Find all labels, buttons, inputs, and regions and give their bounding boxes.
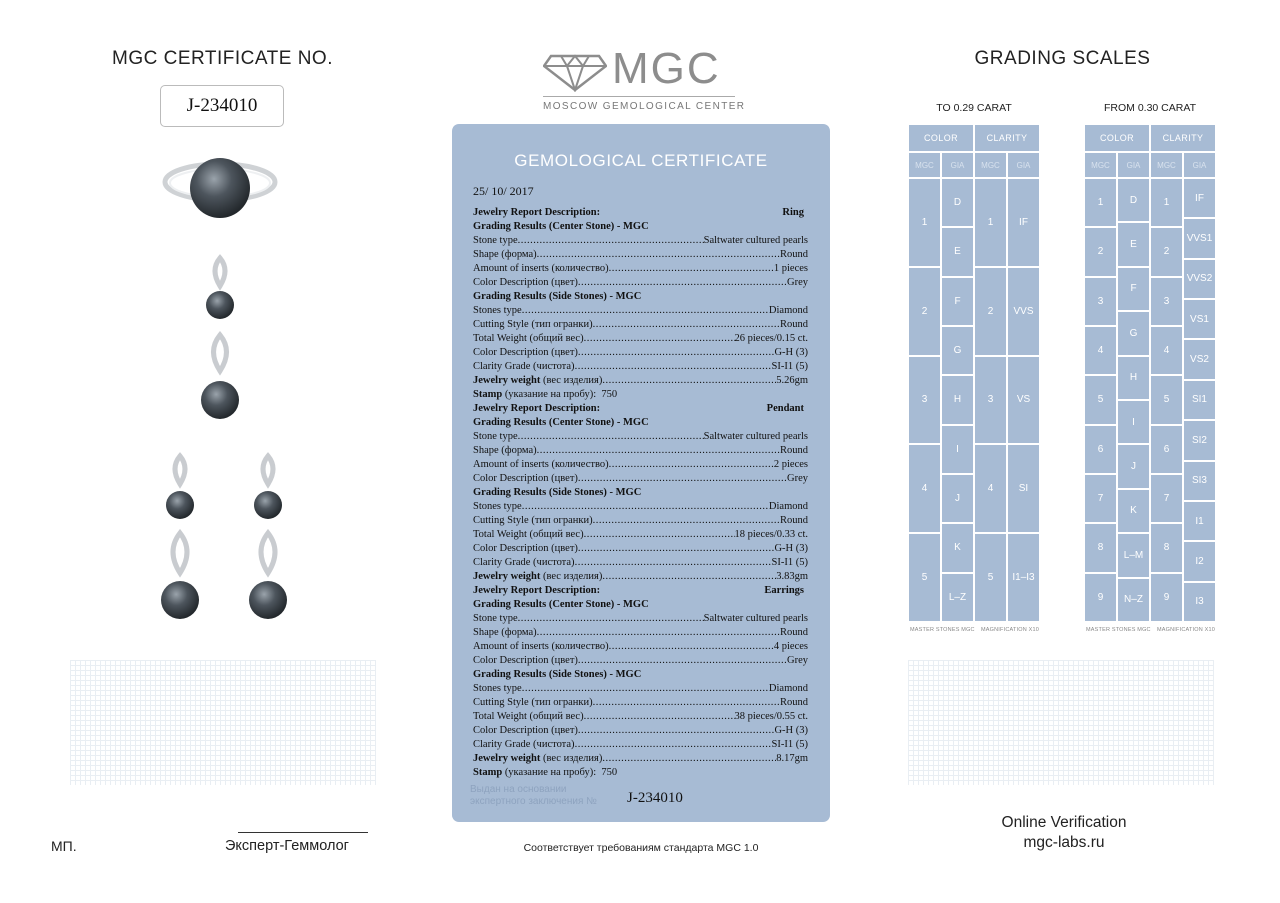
dot-leader [578, 472, 787, 486]
field-value: SI-I1 (5) [771, 557, 808, 568]
center-stone-row [473, 276, 808, 290]
grading-scales-title: GRADING SCALES [974, 48, 1151, 69]
field-label: Color Description (цвет) [473, 473, 578, 484]
side-stone-row [473, 542, 808, 556]
scale-large-table [1084, 124, 1216, 622]
gia-color-cell: H [1117, 356, 1150, 400]
report-description-label: Jewelry Report Description: [473, 403, 601, 414]
report-description-label: Jewelry Report Description: [473, 207, 601, 218]
jewelry-weight-title: Jewelry weight [473, 753, 541, 764]
gia-clarity-cell: VVS1 [1183, 218, 1216, 258]
mgc-color-cell: 4 [1084, 326, 1117, 375]
gia-clarity-cell: SI2 [1183, 420, 1216, 460]
mgc-color-cell: 5 [908, 533, 941, 622]
side-stone-row [473, 738, 808, 752]
gia-color-cell: L–Z [941, 573, 974, 622]
side-stone-row [473, 346, 808, 360]
gia-color-cell: J [1117, 444, 1150, 488]
mgc-clarity-cell: 9 [1150, 573, 1183, 622]
field-label: Cutting Style (тип огранки) [473, 515, 593, 526]
field-value: 1 pieces [773, 263, 808, 274]
clarity-header: CLARITY [974, 124, 1040, 152]
dot-leader [575, 360, 772, 374]
jewelry-weight-row [473, 374, 808, 388]
dot-leader [522, 304, 769, 318]
field-label: Total Weight (общий вес) [473, 333, 584, 344]
dot-leader [578, 724, 775, 738]
dot-leader [578, 346, 775, 360]
cert-number-box: J-234010 [160, 85, 284, 127]
dot-leader [584, 528, 735, 542]
side-stone-row [473, 304, 808, 318]
scale-small-foot-left: MASTER STONES MGC [910, 627, 975, 633]
center-stone-row [473, 430, 808, 444]
stamp-title: Stamp [473, 767, 503, 778]
gia-color-cell: J [941, 474, 974, 523]
field-label: Stones type [473, 501, 522, 512]
jewelry-photos [150, 150, 290, 620]
gia-clarity-cell: VS2 [1183, 339, 1216, 379]
center-stone-heading: Grading Results (Center Stone) - MGC [473, 221, 649, 232]
field-value: G-H (3) [774, 543, 808, 554]
field-label: Stone type [473, 613, 518, 624]
gia-clarity-cell: I2 [1183, 541, 1216, 581]
side-stone-row [473, 318, 808, 332]
dot-leader [518, 234, 704, 248]
logo-divider [543, 96, 735, 97]
gia-color-cell: F [941, 277, 974, 326]
field-label: Stone type [473, 235, 518, 246]
field-value: Round [779, 627, 808, 638]
center-stone-row [473, 640, 808, 654]
scale-large-heading: FROM 0.30 CARAT [1104, 102, 1196, 114]
field-label: Cutting Style (тип огранки) [473, 697, 593, 708]
side-stone-row [473, 682, 808, 696]
center-stone-row [473, 626, 808, 640]
field-value: Round [779, 319, 808, 330]
field-label: Color Description (цвет) [473, 655, 578, 666]
cert-number-title: MGC CERTIFICATE NO. [112, 48, 333, 69]
mgc-color-cell: 8 [1084, 523, 1117, 572]
gia-clarity-cell: VS [1007, 356, 1040, 445]
side-stones-heading: Grading Results (Side Stones) - MGC [473, 487, 642, 498]
field-label: Amount of inserts (количество) [473, 263, 609, 274]
field-label: Shape (форма) [473, 445, 537, 456]
mgc-clarity-cell: 1 [1150, 178, 1183, 227]
ring-image [165, 158, 275, 218]
dot-leader [578, 542, 775, 556]
field-value: Grey [787, 655, 808, 666]
dot-leader [518, 612, 704, 626]
report-body [473, 206, 808, 780]
center-stone-row [473, 612, 808, 626]
earrings-image [161, 456, 287, 619]
issued-line-1: Выдан на основании [470, 784, 567, 795]
logo-subtitle: MOSCOW GEMOLOGICAL CENTER [543, 101, 746, 112]
side-stones-heading: Grading Results (Side Stones) - MGC [473, 291, 642, 302]
stamp-title: Stamp [473, 389, 503, 400]
field-label: Amount of inserts (количество) [473, 641, 609, 652]
field-value: G-H (3) [774, 725, 808, 736]
side-stone-row [473, 724, 808, 738]
jewelry-weight-sub: (вес изделия) [542, 375, 603, 386]
jewelry-weight-value: 3.83gm [776, 571, 808, 582]
report-header-row [473, 206, 808, 220]
gia-clarity-cell: SI1 [1183, 380, 1216, 420]
field-value: SI-I1 (5) [771, 739, 808, 750]
mgc-clarity-cell: 5 [1150, 375, 1183, 424]
scale-subheader: GIA [1117, 152, 1150, 178]
jewelry-weight-sub: (вес изделия) [542, 571, 603, 582]
color-header: COLOR [908, 124, 974, 152]
stamp-row [473, 388, 808, 402]
dot-leader [584, 332, 735, 346]
report-description-label: Jewelry Report Description: [473, 585, 601, 596]
field-value: Round [779, 515, 808, 526]
dot-leader [537, 444, 780, 458]
jewelry-weight-label [473, 752, 602, 766]
field-value: SI-I1 (5) [771, 361, 808, 372]
jewelry-weight-title: Jewelry weight [473, 375, 541, 386]
stamp-row [473, 766, 808, 780]
dot-leader [522, 500, 769, 514]
field-value: Round [779, 697, 808, 708]
gia-color-cell: L–M [1117, 533, 1150, 577]
scale-subheader: MGC [908, 152, 941, 178]
dot-leader [602, 752, 776, 766]
standard-note: Соответствует требованиям стандарта MGC 1.0 [523, 842, 759, 854]
jewelry-weight-label [473, 570, 602, 584]
verification-link[interactable]: mgc-labs.ru [1023, 834, 1105, 851]
scale-subheader: GIA [1007, 152, 1040, 178]
side-stone-row [473, 360, 808, 374]
field-label: Shape (форма) [473, 249, 537, 260]
jewelry-weight-value: 5.26gm [776, 375, 808, 386]
mgc-clarity-cell: 3 [974, 356, 1007, 445]
mgc-color-cell: 1 [1084, 178, 1117, 227]
field-label: Clarity Grade (чистота) [473, 557, 575, 568]
jewelry-weight-value: 8.17gm [776, 753, 808, 764]
jewelry-weight-row [473, 570, 808, 584]
jewelry-type: Ring [782, 207, 804, 218]
clarity-header: CLARITY [1150, 124, 1216, 152]
field-label: Stone type [473, 431, 518, 442]
side-stone-row [473, 528, 808, 542]
field-label: Color Description (цвет) [473, 347, 578, 358]
gia-color-cell: I [941, 425, 974, 474]
field-value: Saltwater cultured pearls [703, 613, 808, 624]
center-stone-row [473, 262, 808, 276]
mgc-clarity-cell: 2 [974, 267, 1007, 356]
gia-color-cell: E [941, 227, 974, 276]
field-value: Diamond [768, 683, 808, 694]
side-stone-row [473, 710, 808, 724]
field-label: Stones type [473, 683, 522, 694]
gia-clarity-cell: I1 [1183, 501, 1216, 541]
field-value: 2 pieces [773, 459, 808, 470]
field-value: Grey [787, 277, 808, 288]
field-value: Grey [787, 473, 808, 484]
mgc-color-cell: 6 [1084, 425, 1117, 474]
gia-color-cell: K [1117, 489, 1150, 533]
dot-leader [602, 570, 776, 584]
gia-clarity-cell: VVS [1007, 267, 1040, 356]
dot-leader [575, 556, 772, 570]
center-stone-heading: Grading Results (Center Stone) - MGC [473, 417, 649, 428]
verification-label: Online Verification [1001, 814, 1127, 831]
center-stone-row [473, 654, 808, 668]
dot-leader [593, 318, 780, 332]
scale-subheader: GIA [1183, 152, 1216, 178]
certificate-date: 25/ 10/ 2017 [473, 184, 534, 198]
jewelry-type: Pendant [766, 403, 804, 414]
center-stone-row [473, 234, 808, 248]
field-label: Shape (форма) [473, 627, 537, 638]
stamp-area [70, 660, 376, 785]
mgc-clarity-cell: 3 [1150, 277, 1183, 326]
gia-color-cell: H [941, 375, 974, 424]
online-verification [940, 813, 1188, 853]
mgc-clarity-cell: 2 [1150, 227, 1183, 276]
jewelry-type: Earrings [764, 585, 804, 596]
expert-label: Эксперт-Геммолог [225, 838, 349, 854]
color-header: COLOR [1084, 124, 1150, 152]
mgc-color-cell: 3 [1084, 277, 1117, 326]
issued-line-2: экспертного заключения № [470, 796, 597, 807]
field-value: Saltwater cultured pearls [703, 235, 808, 246]
mgc-clarity-cell: 8 [1150, 523, 1183, 572]
scale-large-foot-right: MAGNIFICATION X10 [1157, 627, 1215, 633]
mgc-color-cell: 5 [1084, 375, 1117, 424]
mgc-color-cell: 4 [908, 444, 941, 533]
center-stone-row [473, 248, 808, 262]
stamp-sub: (указание на пробу): [504, 389, 597, 400]
scale-large-foot-left: MASTER STONES MGC [1086, 627, 1151, 633]
field-value: Saltwater cultured pearls [703, 431, 808, 442]
scale-subheader: MGC [974, 152, 1007, 178]
field-value: Round [779, 445, 808, 456]
gia-color-cell: E [1117, 222, 1150, 266]
dot-leader [593, 514, 780, 528]
diamond-logo-icon [543, 52, 607, 92]
jewelry-weight-title: Jewelry weight [473, 571, 541, 582]
field-value: 4 pieces [773, 641, 808, 652]
stamp-sub: (указание на пробу): [504, 767, 597, 778]
dot-leader [578, 654, 787, 668]
gia-clarity-cell: I3 [1183, 582, 1216, 622]
dot-leader [609, 640, 774, 654]
mgc-clarity-cell: 4 [1150, 326, 1183, 375]
center-stone-row [473, 458, 808, 472]
mgc-color-cell: 2 [1084, 227, 1117, 276]
field-label: Stones type [473, 305, 522, 316]
dot-leader [518, 430, 704, 444]
scale-small-heading: TO 0.29 CARAT [936, 102, 1012, 114]
mgc-clarity-cell: 1 [974, 178, 1007, 267]
stamp-value: 750 [601, 389, 618, 400]
gia-clarity-cell: IF [1183, 178, 1216, 218]
mgc-color-cell: 9 [1084, 573, 1117, 622]
dot-leader [609, 458, 774, 472]
field-label: Total Weight (общий вес) [473, 529, 584, 540]
gia-clarity-cell: I1–I3 [1007, 533, 1040, 622]
certificate-title: GEMOLOGICAL CERTIFICATE [514, 151, 768, 170]
field-label: Color Description (цвет) [473, 725, 578, 736]
gia-color-cell: G [1117, 311, 1150, 355]
field-value: 38 pieces/0.55 ct. [734, 711, 808, 722]
mgc-clarity-cell: 4 [974, 444, 1007, 533]
mgc-clarity-cell: 6 [1150, 425, 1183, 474]
center-stone-row [473, 472, 808, 486]
mgc-clarity-cell: 7 [1150, 474, 1183, 523]
gia-color-cell: K [941, 523, 974, 572]
scale-small-table [908, 124, 1040, 622]
stamp-value: 750 [601, 767, 618, 778]
gia-clarity-cell: SI [1007, 444, 1040, 533]
gia-clarity-cell: IF [1007, 178, 1040, 267]
scale-small-foot-right: MAGNIFICATION X10 [981, 627, 1039, 633]
field-value: Round [779, 249, 808, 260]
mgc-color-cell: 3 [908, 356, 941, 445]
mgc-clarity-cell: 5 [974, 533, 1007, 622]
center-stone-heading: Grading Results (Center Stone) - MGC [473, 599, 649, 610]
logo-text: MGC [612, 44, 721, 93]
side-stone-row [473, 332, 808, 346]
jewelry-weight-row [473, 752, 808, 766]
side-stone-row [473, 556, 808, 570]
scale-subheader: MGC [1084, 152, 1117, 178]
field-label: Amount of inserts (количество) [473, 459, 609, 470]
dot-leader [584, 710, 735, 724]
jewelry-weight-label [473, 374, 602, 388]
field-label: Color Description (цвет) [473, 543, 578, 554]
field-label: Total Weight (общий вес) [473, 711, 584, 722]
mgc-color-cell: 1 [908, 178, 941, 267]
mgc-color-cell: 7 [1084, 474, 1117, 523]
side-stone-row [473, 500, 808, 514]
side-stone-row [473, 696, 808, 710]
dot-leader [537, 626, 780, 640]
signature-line [238, 832, 368, 833]
mgc-color-cell: 2 [908, 267, 941, 356]
report-header-row [473, 402, 808, 416]
dot-leader [609, 262, 774, 276]
gia-color-cell: G [941, 326, 974, 375]
field-label: Clarity Grade (чистота) [473, 361, 575, 372]
gia-color-cell: I [1117, 400, 1150, 444]
field-value: 18 pieces/0.33 ct. [734, 529, 808, 540]
dot-leader [593, 696, 780, 710]
issued-basis [470, 784, 597, 808]
gia-clarity-cell: VS1 [1183, 299, 1216, 339]
side-stones-heading: Grading Results (Side Stones) - MGC [473, 669, 642, 680]
report-header-row [473, 584, 808, 598]
dot-leader [602, 374, 776, 388]
pendant-image [201, 258, 239, 419]
dot-leader [537, 248, 780, 262]
field-value: Diamond [768, 305, 808, 316]
gia-color-cell: D [941, 178, 974, 227]
dot-leader [575, 738, 772, 752]
gia-color-cell: F [1117, 267, 1150, 311]
verification-area [908, 660, 1214, 785]
stamp-label: МП. [51, 838, 77, 854]
scale-subheader: GIA [941, 152, 974, 178]
gia-color-cell: N–Z [1117, 578, 1150, 622]
field-value: 26 pieces/0.15 ct. [734, 333, 808, 344]
scale-subheader: MGC [1150, 152, 1183, 178]
dot-leader [578, 276, 787, 290]
issued-number: J-234010 [627, 790, 683, 806]
field-label: Clarity Grade (чистота) [473, 739, 575, 750]
gia-clarity-cell: SI3 [1183, 461, 1216, 501]
gia-clarity-cell: VVS2 [1183, 259, 1216, 299]
side-stone-row [473, 514, 808, 528]
field-label: Color Description (цвет) [473, 277, 578, 288]
field-value: G-H (3) [774, 347, 808, 358]
jewelry-weight-sub: (вес изделия) [542, 753, 603, 764]
field-label: Cutting Style (тип огранки) [473, 319, 593, 330]
gia-color-cell: D [1117, 178, 1150, 222]
center-stone-row [473, 444, 808, 458]
field-value: Diamond [768, 501, 808, 512]
dot-leader [522, 682, 769, 696]
